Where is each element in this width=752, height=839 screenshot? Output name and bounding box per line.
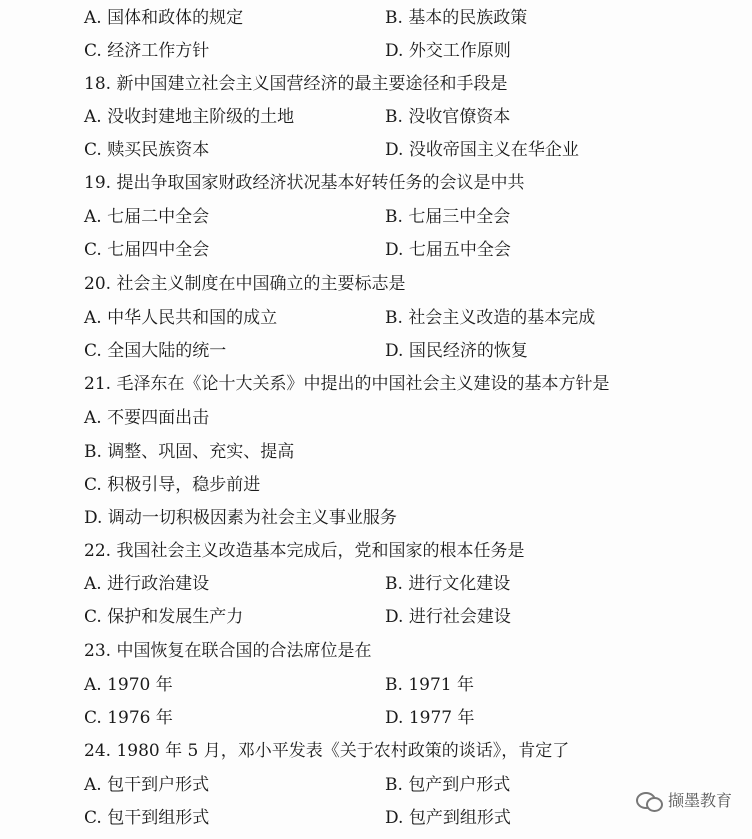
question-stem: 21. 毛泽东在《论十大关系》中提出的中国社会主义建设的基本方针是 [84, 374, 610, 394]
option-d: D. 外交工作原则 [385, 41, 511, 61]
option-d: D. 进行社会建设 [385, 607, 511, 627]
option-a: A. 包干到户形式 [84, 775, 210, 795]
question-stem: 22. 我国社会主义改造基本完成后，党和国家的根本任务是 [84, 541, 525, 561]
option-b: B. 基本的民族政策 [385, 8, 528, 28]
option-a: A. 没收封建地主阶级的土地 [84, 107, 295, 127]
option-c: C. 1976 年 [84, 708, 173, 728]
option-b: B. 七届三中全会 [385, 207, 511, 227]
option-b: B. 1971 年 [385, 675, 474, 695]
option-d: D. 七届五中全会 [385, 240, 511, 260]
option-d: D. 国民经济的恢复 [385, 341, 528, 361]
option-c: C. 积极引导，稳步前进 [84, 475, 261, 495]
option-a: A. 七届二中全会 [84, 207, 210, 227]
option-c: C. 包干到组形式 [84, 808, 210, 828]
option-c: C. 经济工作方针 [84, 41, 210, 61]
option-a: A. 1970 年 [84, 675, 173, 695]
watermark-text: 撷墨教育 [667, 791, 732, 810]
option-b: B. 进行文化建设 [385, 574, 511, 594]
option-b: B. 社会主义改造的基本完成 [385, 308, 596, 328]
option-a: A. 中华人民共和国的成立 [84, 308, 278, 328]
option-b: B. 调整、巩固、充实、提高 [84, 442, 295, 462]
wechat-icon [636, 790, 662, 810]
option-d: D. 包产到组形式 [385, 808, 511, 828]
question-stem: 20. 社会主义制度在中国确立的主要标志是 [84, 274, 406, 294]
option-d: D. 没收帝国主义在华企业 [385, 140, 579, 160]
option-c: C. 赎买民族资本 [84, 140, 210, 160]
question-stem: 23. 中国恢复在联合国的合法席位是在 [84, 641, 372, 661]
option-c: C. 保护和发展生产力 [84, 607, 244, 627]
option-d: D. 1977 年 [385, 708, 475, 728]
question-stem: 18. 新中国建立社会主义国营经济的最主要途径和手段是 [84, 74, 508, 94]
option-d: D. 调动一切积极因素为社会主义事业服务 [84, 508, 397, 528]
option-a: A. 不要四面出击 [84, 408, 210, 428]
option-c: C. 七届四中全会 [84, 240, 210, 260]
option-a: A. 进行政治建设 [84, 574, 210, 594]
option-c: C. 全国大陆的统一 [84, 341, 227, 361]
option-a: A. 国体和政体的规定 [84, 8, 244, 28]
watermark [636, 788, 732, 811]
option-b: B. 包产到户形式 [385, 775, 511, 795]
question-stem: 19. 提出争取国家财政经济状况基本好转任务的会议是中共 [84, 173, 525, 193]
option-b: B. 没收官僚资本 [385, 107, 511, 127]
question-stem: 24. 1980 年 5 月，邓小平发表《关于农村政策的谈话》，肯定了 [84, 741, 570, 761]
